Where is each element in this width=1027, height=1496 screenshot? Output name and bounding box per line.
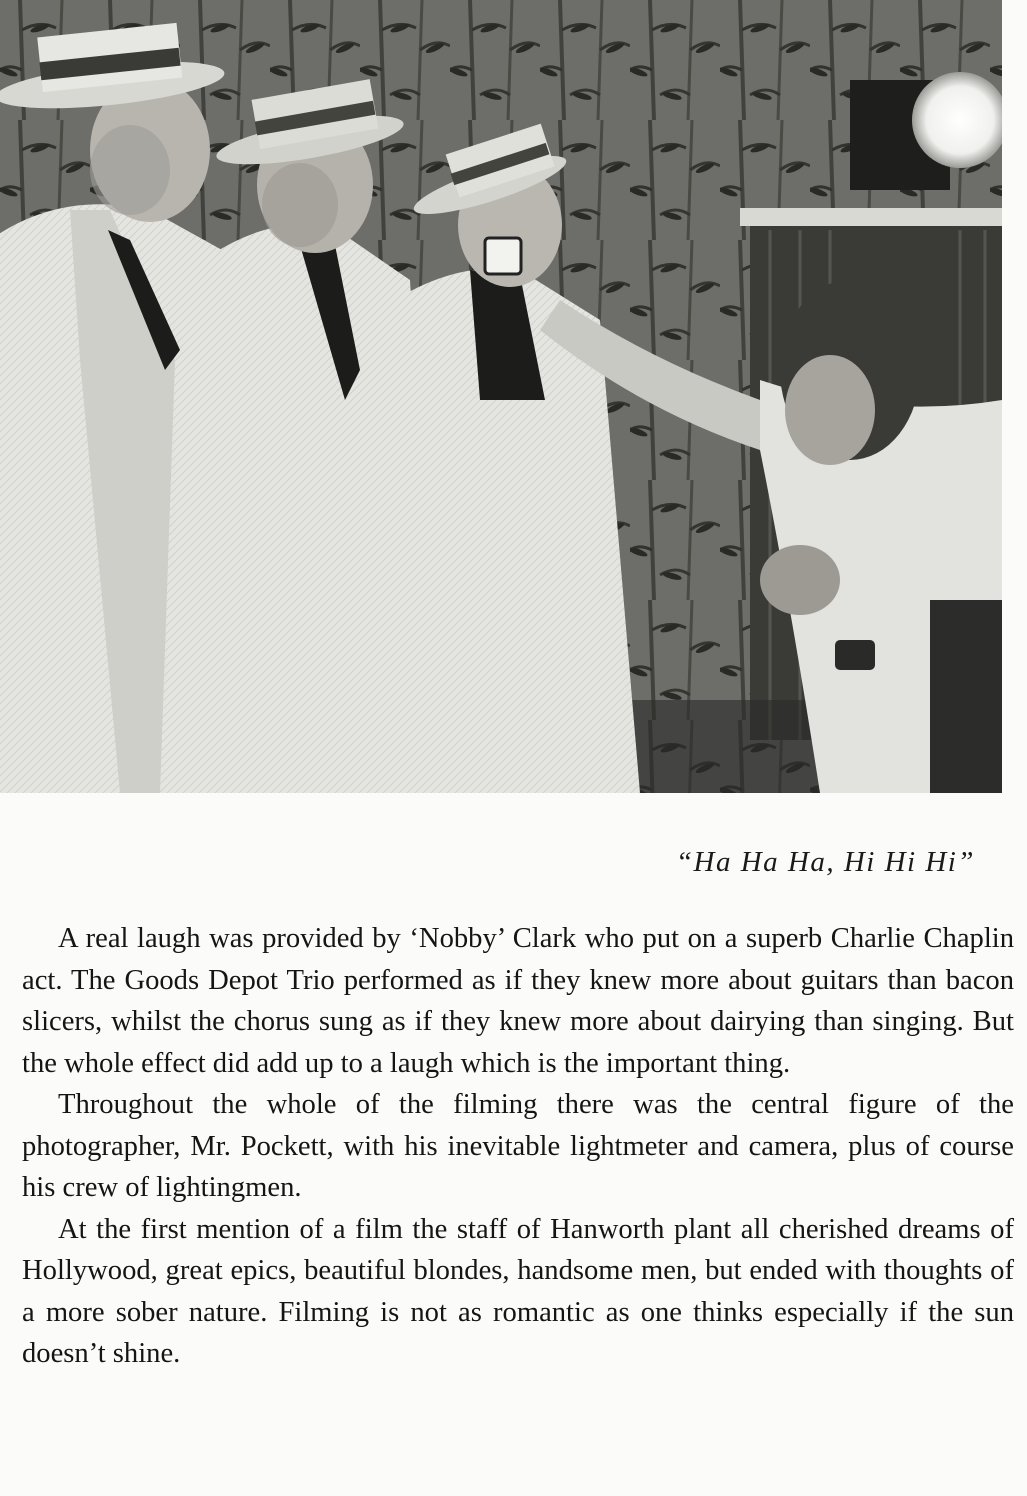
paragraph: Throughout the whole of the filming there was the central figure of the photographer, Mr. Pockett, with his inevitable lightmeter and camera, plus of course his crew of lightingmen. <box>22 1089 1014 1203</box>
light-meter <box>485 238 521 274</box>
photo-caption: “Ha Ha Ha, Hi Hi Hi” <box>675 846 975 878</box>
paragraph: At the first mention of a film the staff of Hanworth plant all cherished dreams of Hollywood, great epics, beautiful blondes, handsome men, but ended with thoughts of a more sober nature. Filming is not as romantic as one thinks especially if the sun doesn’t shine. <box>22 1213 1014 1369</box>
paragraph: A real laugh was provided by ‘Nobby’ Clark who put on a superb Charlie Chaplin act. The Goods Depot Trio performed as if they knew more about guitars than bacon slicers, whilst the chorus sung as if they knew more about dairying than singing. But the whole effect did add up to a laugh which is the important thing. <box>22 923 1014 1079</box>
article-body <box>22 918 1014 1375</box>
